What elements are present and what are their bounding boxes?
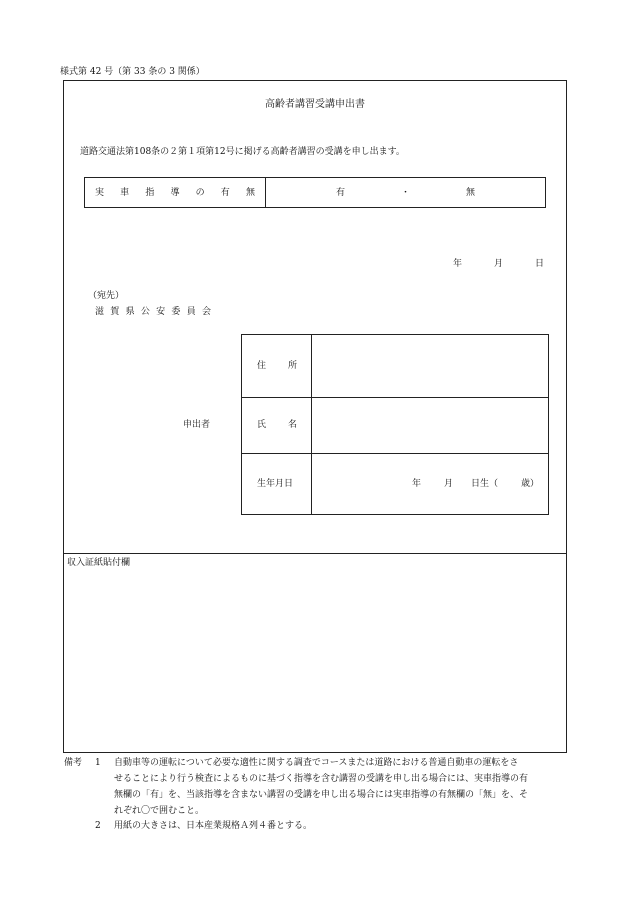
name-label-char: 名 — [287, 420, 297, 430]
addressee-char: 県 — [125, 307, 135, 317]
addressee-char: 委 — [171, 307, 181, 317]
applicant-row-divider — [241, 397, 549, 398]
birth-year-label: 年 — [412, 479, 422, 489]
birth-day-age-label: 日生（ — [471, 479, 499, 489]
practical-guidance-divider — [265, 177, 266, 208]
practical-guidance-label — [95, 187, 255, 199]
date-day-label: 日 — [535, 259, 545, 269]
addressee-char: 会 — [201, 307, 211, 317]
name-field[interactable] — [313, 399, 547, 452]
name-label — [257, 419, 297, 431]
applicant-row-divider — [241, 453, 549, 454]
addressee-char: 滋 — [95, 307, 105, 317]
addressee-name — [95, 306, 211, 318]
label-char: 導 — [170, 188, 180, 198]
applicant-label: 申出者 — [183, 420, 211, 430]
note-line: 用紙の大きさは、日本産業規格Ａ列４番とする。 — [114, 821, 313, 831]
age-close-label: 歳） — [521, 479, 540, 489]
date-month-label: 月 — [494, 259, 504, 269]
stamp-area[interactable] — [64, 572, 566, 752]
birth-date-field[interactable] — [313, 455, 547, 513]
addressee-char: 員 — [186, 307, 196, 317]
form-title: 高齢者講習受講申出書 — [265, 99, 365, 110]
option-yes[interactable]: 有 — [336, 188, 346, 198]
label-char: 実 — [95, 188, 105, 198]
stamp-area-divider — [63, 553, 567, 554]
name-label-char: 氏 — [257, 420, 267, 430]
option-separator: ・ — [401, 188, 411, 198]
note-line: れぞれ〇で囲むこと。 — [114, 806, 205, 816]
stamp-area-label: 収入証紙貼付欄 — [67, 558, 131, 568]
birth-date-label: 生年月日 — [257, 479, 294, 489]
addressee-char: 公 — [140, 307, 150, 317]
applicant-table-divider — [311, 334, 312, 515]
note-number: 2 — [95, 821, 101, 831]
note-number: 1 — [95, 758, 101, 768]
note-line: 自動車等の運転について必要な適性に関する調査でコースまたは道路における普通自動車の運転をさ — [114, 758, 519, 768]
notes-heading: 備考 — [64, 758, 83, 768]
addressee-char: 安 — [156, 307, 166, 317]
label-char: 無 — [245, 188, 255, 198]
address-label-char: 住 — [257, 361, 267, 371]
address-field[interactable] — [313, 336, 547, 396]
form-code: 様式第 42 号（第 33 条の 3 関係） — [60, 67, 205, 77]
date-year-label: 年 — [453, 259, 463, 269]
address-label — [257, 360, 297, 372]
option-no[interactable]: 無 — [466, 188, 476, 198]
label-char: 指 — [145, 188, 155, 198]
addressee-prefix: （宛先） — [88, 291, 125, 301]
birth-month-label: 月 — [444, 479, 454, 489]
note-line: 無欄の「有」を、当該指導を含まない講習の受講を申し出る場合には実車指導の有無欄の「無」を、そ — [114, 790, 529, 800]
label-char: 車 — [120, 188, 130, 198]
label-char: 有 — [220, 188, 230, 198]
statement-text: 道路交通法第108条の２第１項第12号に掲げる高齢者講習の受講を申し出ます。 — [80, 147, 405, 157]
addressee-char: 賀 — [110, 307, 120, 317]
address-label-char: 所 — [287, 361, 297, 371]
label-char: の — [195, 188, 205, 198]
note-line: せることにより行う検査によるものに基づく指導を含む講習の受講を申し出る場合には、実車指導の有 — [114, 774, 529, 784]
